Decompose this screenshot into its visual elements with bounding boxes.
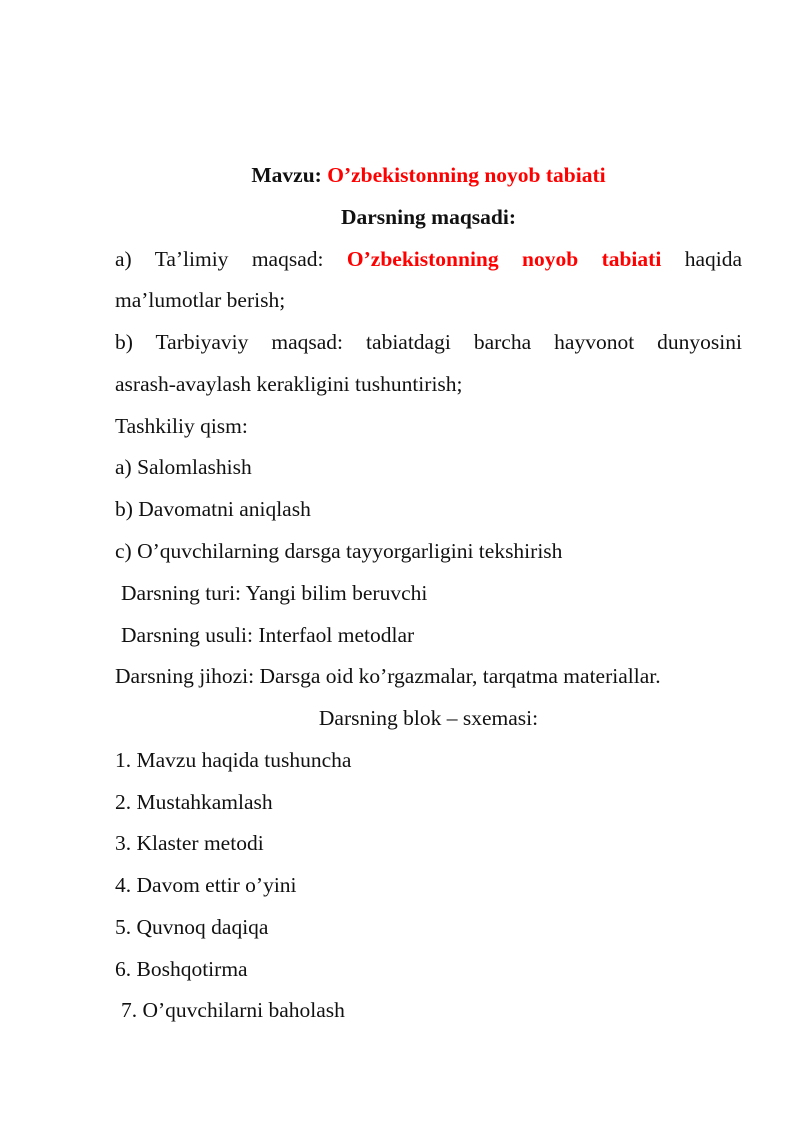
org-item-c: c) O’quvchilarning darsga tayyorgarligini tekshirish — [115, 539, 563, 563]
topic-title: O’zbekistonning noyob tabiati — [327, 163, 606, 187]
block-item-1: 1. Mavzu haqida tushuncha — [115, 748, 352, 772]
block-item-6: 6. Boshqotirma — [115, 957, 248, 981]
lesson-type: Darsning turi: Yangi bilim beruvchi — [121, 581, 428, 605]
goal-a-line-1 — [115, 245, 742, 273]
goals-heading: Darsning maqsadi: — [340, 205, 517, 229]
goal-b-line-2: asrash-avaylash kerakligini tushuntirish; — [115, 372, 463, 396]
topic-line — [115, 161, 742, 189]
org-part-heading: Tashkiliy qism: — [115, 414, 248, 438]
goal-b-line-1: b) Tarbiyaviy maqsad: tabiatdagi barcha hayvonot dunyosini — [115, 330, 742, 354]
lesson-equipment: Darsning jihozi: Darsga oid ko’rgazmalar, tarqatma materiallar. — [115, 664, 661, 688]
goal-a-suffix: haqida — [684, 247, 743, 271]
org-item-b: b) Davomatni aniqlash — [115, 497, 311, 521]
goal-a-prefix: a) Ta’limiy maqsad: — [115, 247, 324, 271]
goal-a-line-2: ma’lumotlar berish; — [115, 288, 286, 312]
block-item-3: 3. Klaster metodi — [115, 831, 264, 855]
block-item-7: 7. O’quvchilarni baholash — [121, 998, 345, 1022]
goal-a-highlight: O’zbekistonning noyob tabiati — [346, 247, 662, 271]
org-item-a: a) Salomlashish — [115, 455, 252, 479]
lesson-method: Darsning usuli: Interfaol metodlar — [121, 623, 415, 647]
block-item-5: 5. Quvnoq daqiqa — [115, 915, 269, 939]
block-item-2: 2. Mustahkamlash — [115, 790, 273, 814]
topic-label: Mavzu: — [251, 163, 322, 187]
block-scheme-heading: Darsning blok – sxemasi: — [318, 706, 539, 730]
block-item-4: 4. Davom ettir o’yini — [115, 873, 297, 897]
